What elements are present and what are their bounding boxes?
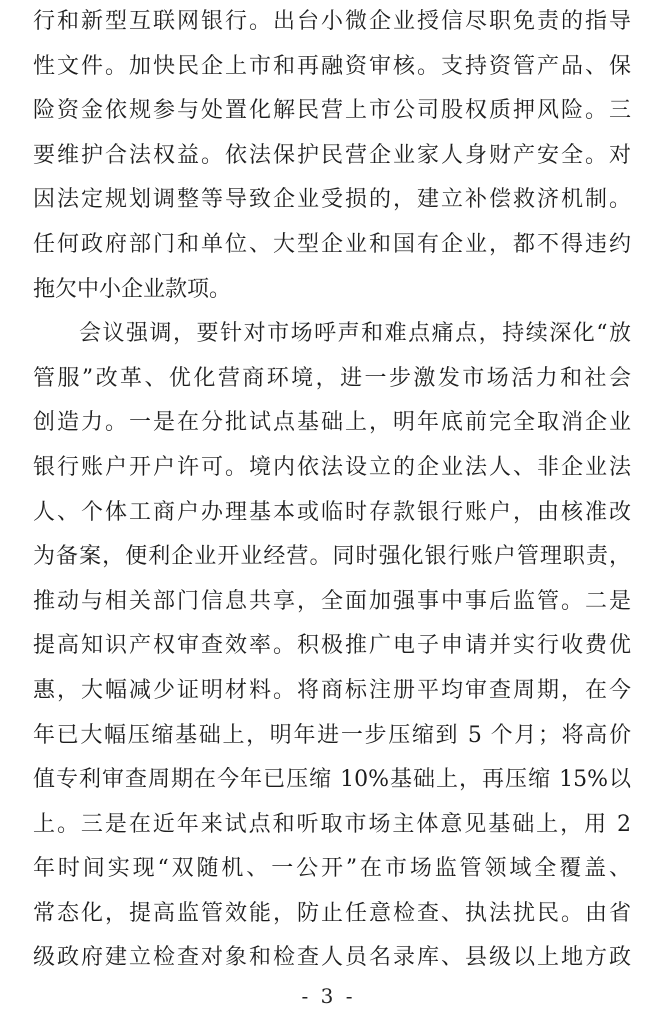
text-line: 银行账户开户许可。境内依法设立的企业法人、非企业法 [33,454,631,480]
text-line: 因法定规划调整等导致企业受损的，建立补偿救济机制。 [33,187,631,213]
text-line: 上。三是在近年来试点和听取市场主体意见基础上，用 2 [33,811,631,837]
text-line: 年时间实现“双随机、一公开”在市场监管领域全覆盖、 [33,856,631,882]
text-line: 人、个体工商户办理基本或临时存款银行账户，由核准改 [33,499,631,525]
text-line: 级政府建立检查对象和检查人员名录库、县级以上地方政 [33,945,631,971]
text-line: 险资金依规参与处置化解民营上市公司股权质押风险。三 [33,98,631,124]
text-line: 拖欠中小企业款项。 [33,276,232,302]
text-line: 为备案，便利企业开业经营。同时强化银行账户管理职责， [33,544,631,570]
text-line: 值专利审查周期在今年已压缩 10%基础上，再压缩 15%以 [33,767,631,793]
text-line: 推动与相关部门信息共享，全面加强事中事后监管。二是 [33,588,631,614]
text-line: 年已大幅压缩基础上，明年进一步压缩到 5 个月；将高价 [33,722,631,748]
page-number-label: - 3 - [301,984,356,1009]
text-line: 创造力。一是在分批试点基础上，明年底前完全取消企业 [33,410,631,436]
text-line: 常态化，提高监管效能，防止任意检查、执法扰民。由省 [33,900,631,926]
page-footer [0,981,657,1011]
text-line: 行和新型互联网银行。出台小微企业授信尽职免责的指导 [33,9,631,34]
text-line: 管服”改革、优化营商环境，进一步激发市场活力和社会 [33,365,631,391]
text-line: 要维护合法权益。依法保护民营企业家人身财产安全。对 [33,142,631,168]
text-line: 性文件。加快民企上市和再融资审核。支持资管产品、保 [33,53,631,79]
text-line: 惠，大幅减少证明材料。将商标注册平均审查周期，在今 [33,677,631,703]
text-line: 提高知识产权审查效率。积极推广电子申请并实行收费优 [33,633,631,659]
text-line: 任何政府部门和单位、大型企业和国有企业，都不得违约 [33,231,631,257]
text-line: 会议强调，要针对市场呼声和难点痛点，持续深化“放 [79,321,631,347]
